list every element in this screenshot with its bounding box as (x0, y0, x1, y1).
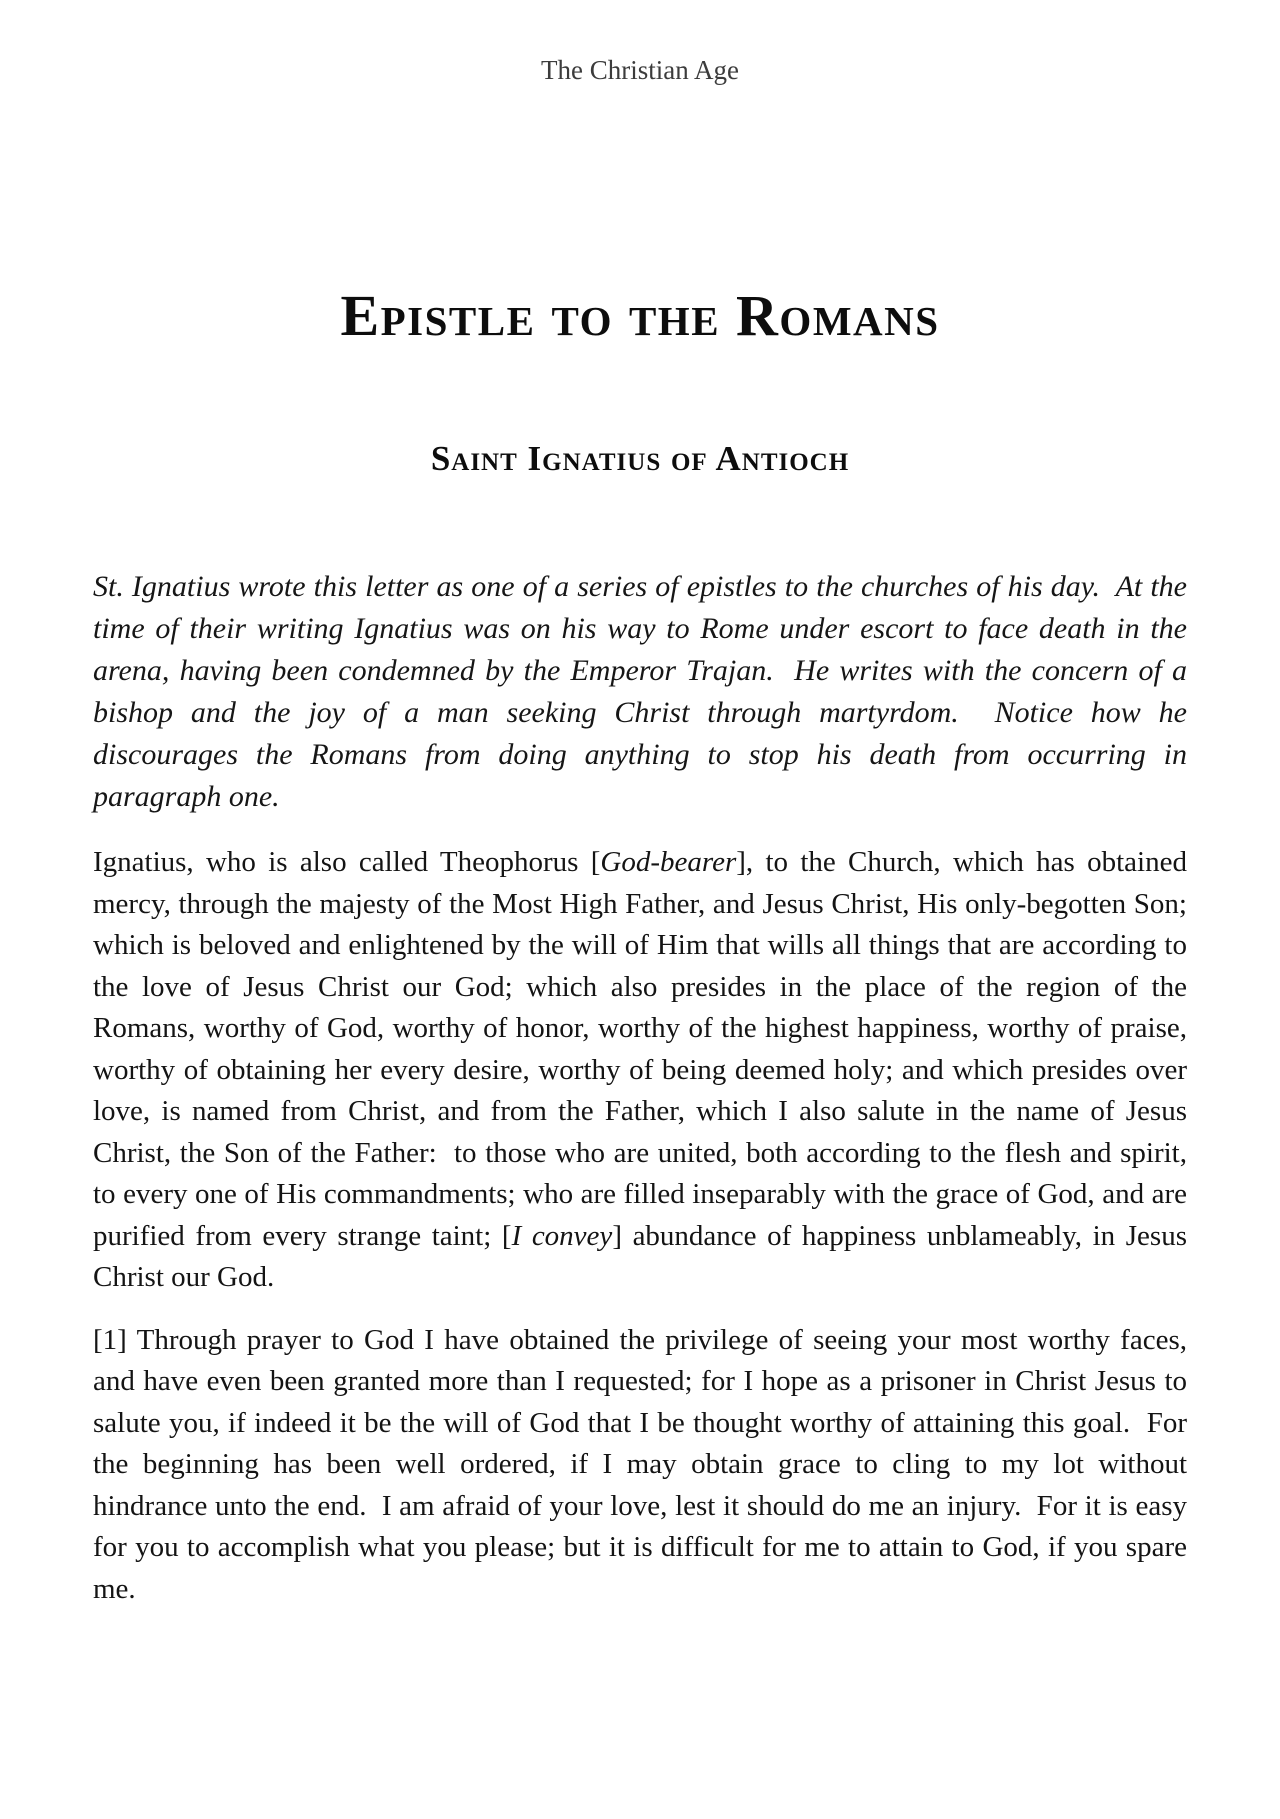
body-paragraph (93, 1320, 1195, 1611)
text-run: [1] Through prayer to God I have obtained the privilege of seeing your most worthy faces, and have even been granted more than I requested; for I hope as a prisoner in Christ Jesus to salute you, if indeed it be the will of God that I be thought worthy of attaining this goal. For the beginning has been well ordered, if I may obtain grace to cling to my lot without hindrance unto the end. I am afraid of your love, lest it should do me an injury. For it is easy for you to accomplish what you please; but it is difficult for me to attain to God, if you spare me. (93, 1323, 1195, 1605)
body-paragraph (93, 842, 1195, 1299)
text-run: ], to the Church, which has obtained mercy, through the majesty of the Most High Father, and Jesus Christ, His only-begotten Son; which is beloved and enlightened by the will of Him that wills all things that are according to the love of Jesus Christ our God; which also presides in the place of the region of the Romans, worthy of God, worthy of honor, worthy of the highest happiness, worthy of praise, worthy of obtaining her every desire, worthy of being deemed holy; and which presides over love, is named from Christ, and from the Father, which I also salute in the name of Jesus Christ, the Son of the Father: to those who are united, both according to the flesh and spirit, to every one of His commandments; who are filled inseparably with the grace of God, and are purified from every strange taint; [ (93, 846, 1195, 1252)
author-subtitle: Saint Ignatius of Antioch (430, 439, 850, 478)
italic-text-run: I convey (511, 1219, 613, 1252)
text-run: ] abundance of happiness unblameably, in Jesus Christ our God. (93, 1219, 1195, 1293)
page-title: Epistle to the Romans (340, 283, 940, 348)
body-paragraphs (93, 842, 1195, 1610)
italic-text-run: God-bearer (600, 846, 737, 878)
text-run: Ignatius, who is also called Theophorus [ (93, 846, 601, 878)
introduction-paragraph: St. Ignatius wrote this letter as one of a series of epistles to the churches of his day. At the time of their writing Ignatius was on his way to Rome under escort to face death in the arena, having been condemned by the Emperor Trajan. He writes with the concern of a bishop and the joy of a man seeking Christ through martyrdom. Notice how he discourages the Romans from doing anything to stop his death from occurring in paragraph one. (93, 570, 1195, 813)
running-header: The Christian Age (541, 55, 739, 85)
